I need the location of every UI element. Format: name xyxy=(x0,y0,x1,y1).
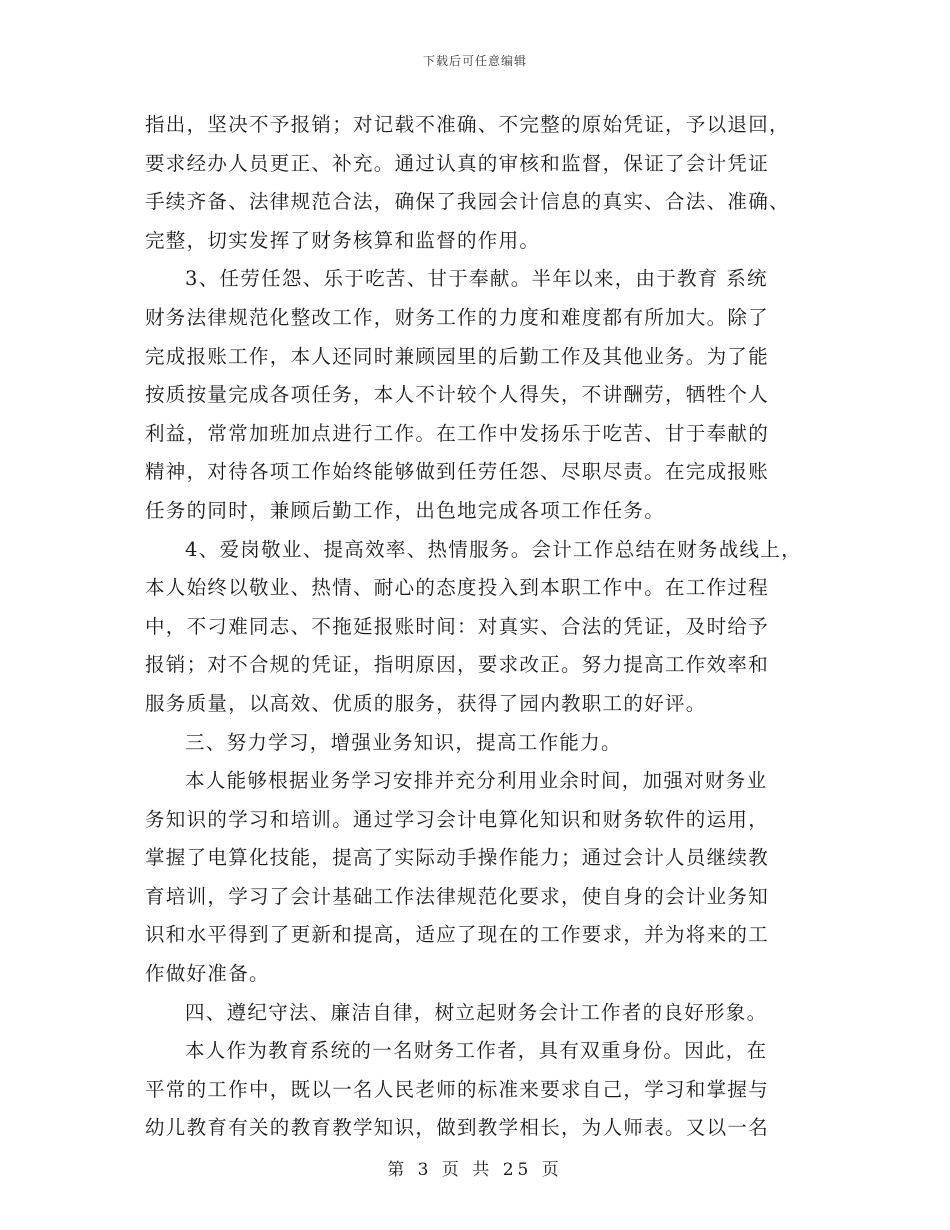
body-text-line: 务知识的学习和培训。通过学习会计电算化知识和财务软件的运用， xyxy=(145,807,770,831)
body-text-line: 利益，常常加班加点进行工作。在工作中发扬乐于吃苦、甘于奉献的 xyxy=(145,421,770,445)
body-text-line: 报销；对不合规的凭证，指明原因，要求改正。努力提高工作效率和 xyxy=(145,653,770,677)
page-header-note: 下载后可任意编辑 xyxy=(422,54,527,68)
body-text-line: 本人作为教育系统的一名财务工作者，具有双重身份。因此，在 xyxy=(185,1039,768,1063)
body-text-line: 中，不刁难同志、不拖延报账时间：对真实、合法的凭证，及时给予 xyxy=(145,614,770,638)
body-text-line: 平常的工作中，既以一名人民老师的标准来要求自己，学习和掌握与 xyxy=(145,1077,770,1101)
body-text-line: 3、任劳任怨、乐于吃苦、甘于奉献。半年以来，由于教育 系统 xyxy=(185,267,768,291)
body-text-line: 完成报账工作，本人还同时兼顾园里的后勤工作及其他业务。为了能 xyxy=(145,344,770,368)
body-text-line: 任务的同时，兼顾后勤工作，出色地完成各项工作任务。 xyxy=(145,498,666,522)
body-text-line: 本人能够根据业务学习安排并充分利用业余时间，加强对财务业 xyxy=(185,769,768,793)
body-text-line: 完整，切实发挥了财务核算和监督的作用。 xyxy=(145,228,541,252)
body-text-line: 指出，坚决不予报销；对记载不准确、不完整的原始凭证，予以退回， xyxy=(145,113,790,136)
body-text-line: 财务法律规范化整改工作，财务工作的力度和难度都有所加大。除了 xyxy=(145,305,770,329)
page-number: 第 3 页 共 25 页 xyxy=(387,1160,563,1180)
body-text-line: 精神，对待各项工作始终能够做到任劳任怨、尽职尽责。在完成报账 xyxy=(145,460,770,484)
body-text-line: 4、爱岗敬业、提高效率、热情服务。会计工作总结在财务战线上， xyxy=(185,537,802,561)
body-text-line: 手续齐备、法律规范合法，确保了我园会计信息的真实、合法、准确、 xyxy=(145,190,790,214)
body-text-line: 育培训，学习了会计基础工作法律规范化要求，使自身的会计业务知 xyxy=(145,884,770,908)
body-text-line: 作做好准备。 xyxy=(145,962,270,986)
body-text-line: 幼儿教育有关的教育教学知识，做到教学相长，为人师表。又以一名 xyxy=(145,1116,770,1140)
document-body xyxy=(145,106,825,1148)
body-text-line: 掌握了电算化技能，提高了实际动手操作能力；通过会计人员继续教 xyxy=(145,846,770,870)
body-text-line: 服务质量，以高效、优质的服务，获得了园内教职工的好评。 xyxy=(145,691,707,715)
body-text-line: 四、遵纪守法、廉洁自律，树立起财务会计工作者的良好形象。 xyxy=(185,1000,768,1024)
body-text-line: 按质按量完成各项任务，本人不计较个人得失，不讲酬劳，牺牲个人 xyxy=(145,383,770,407)
body-text-line: 识和水平得到了更新和提高，适应了现在的工作要求，并为将来的工 xyxy=(145,923,770,947)
body-text-line: 三、努力学习，增强业务知识，提高工作能力。 xyxy=(185,730,622,754)
body-text-line: 要求经办人员更正、补充。通过认真的审核和监督，保证了会计凭证 xyxy=(145,151,770,175)
body-text-line: 本人始终以敬业、热情、耐心的态度投入到本职工作中。在工作过程 xyxy=(145,576,770,600)
